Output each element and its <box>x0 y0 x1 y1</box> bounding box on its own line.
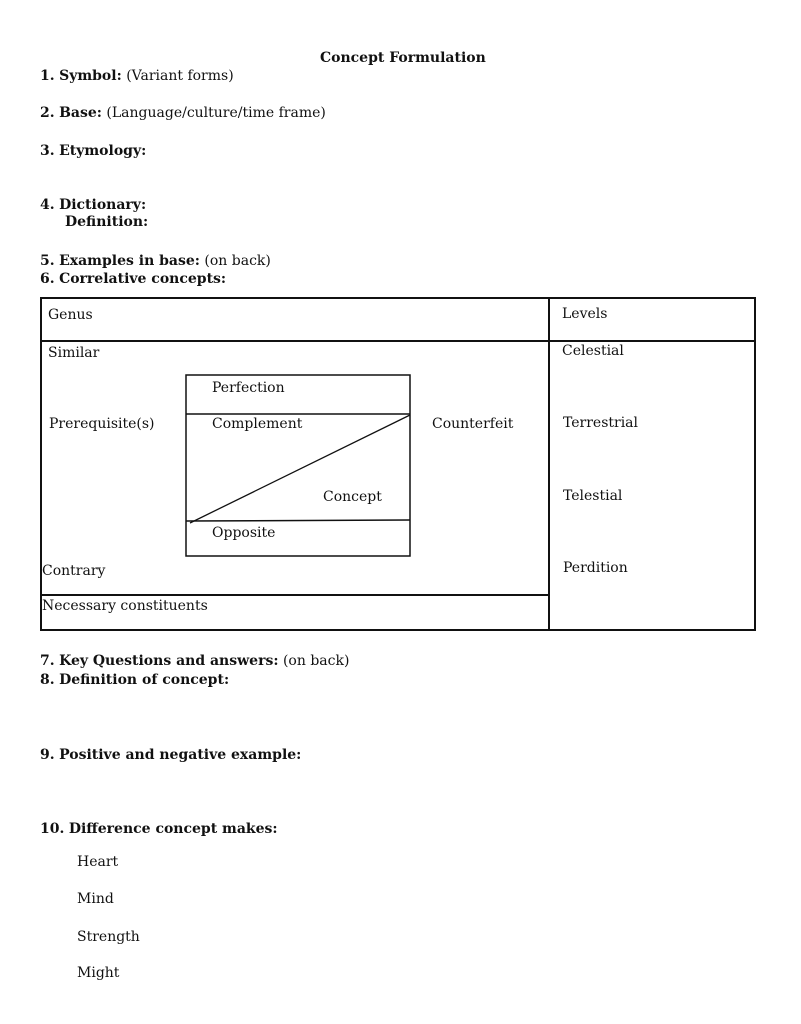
difference-strength: Strength <box>77 929 140 945</box>
prerequisites-label: Prerequisite(s) <box>49 416 155 432</box>
perfection-label: Perfection <box>212 380 285 396</box>
level-terrestrial: Terrestrial <box>563 415 639 431</box>
item-num: 9. <box>40 747 55 763</box>
item-note: (on back) <box>204 253 271 269</box>
page-title: Concept Formulation <box>320 50 486 66</box>
genus-label: Genus <box>48 307 93 323</box>
level-telestial: Telestial <box>563 488 623 504</box>
necessary-label: Necessary constituents <box>42 598 208 614</box>
item-num: 3. <box>40 143 55 159</box>
item-num: 1. <box>40 68 55 84</box>
item-label: Definition of concept: <box>59 672 230 688</box>
item-label: Positive and negative example: <box>59 747 302 763</box>
item-label: Examples in base: <box>59 253 200 269</box>
item-num: 5. <box>40 253 55 269</box>
item-num: 10. <box>40 821 65 837</box>
item-num: 4. <box>40 197 55 213</box>
item-note: (Language/culture/time frame) <box>106 105 326 121</box>
item-label: Base: <box>59 105 102 121</box>
item-definition-concept <box>40 671 229 689</box>
item-num: 7. <box>40 653 55 669</box>
item-label: Dictionary: <box>59 197 147 213</box>
level-perdition: Perdition <box>563 560 628 576</box>
contrary-label: Contrary <box>42 563 106 579</box>
item-num: 8. <box>40 672 55 688</box>
item-label: Etymology: <box>59 143 147 159</box>
item-num: 2. <box>40 105 55 121</box>
item-label: Correlative concepts: <box>59 271 227 287</box>
levels-header: Levels <box>562 306 608 322</box>
item-note: (Variant forms) <box>126 68 234 84</box>
opposite-label: Opposite <box>212 525 276 541</box>
similar-label: Similar <box>48 345 100 361</box>
difference-might: Might <box>77 965 120 981</box>
item-examples-pos-neg <box>40 746 301 764</box>
level-celestial: Celestial <box>562 343 624 359</box>
item-note: (on back) <box>282 653 350 669</box>
complement-label: Complement <box>212 416 303 432</box>
difference-heart: Heart <box>77 854 119 870</box>
box-divider-bottom <box>186 520 410 521</box>
item-label: Symbol: <box>59 68 122 84</box>
counterfeit-label: Counterfeit <box>432 416 514 432</box>
item-num: 6. <box>40 271 55 287</box>
item-label: Difference concept makes: <box>68 821 278 837</box>
item-definition: Definition: <box>65 214 149 230</box>
item-difference <box>40 820 278 838</box>
item-label: Key Questions and answers: <box>59 653 279 669</box>
item-key-questions <box>40 652 349 670</box>
difference-mind: Mind <box>77 891 114 907</box>
concept-label: Concept <box>323 489 382 505</box>
